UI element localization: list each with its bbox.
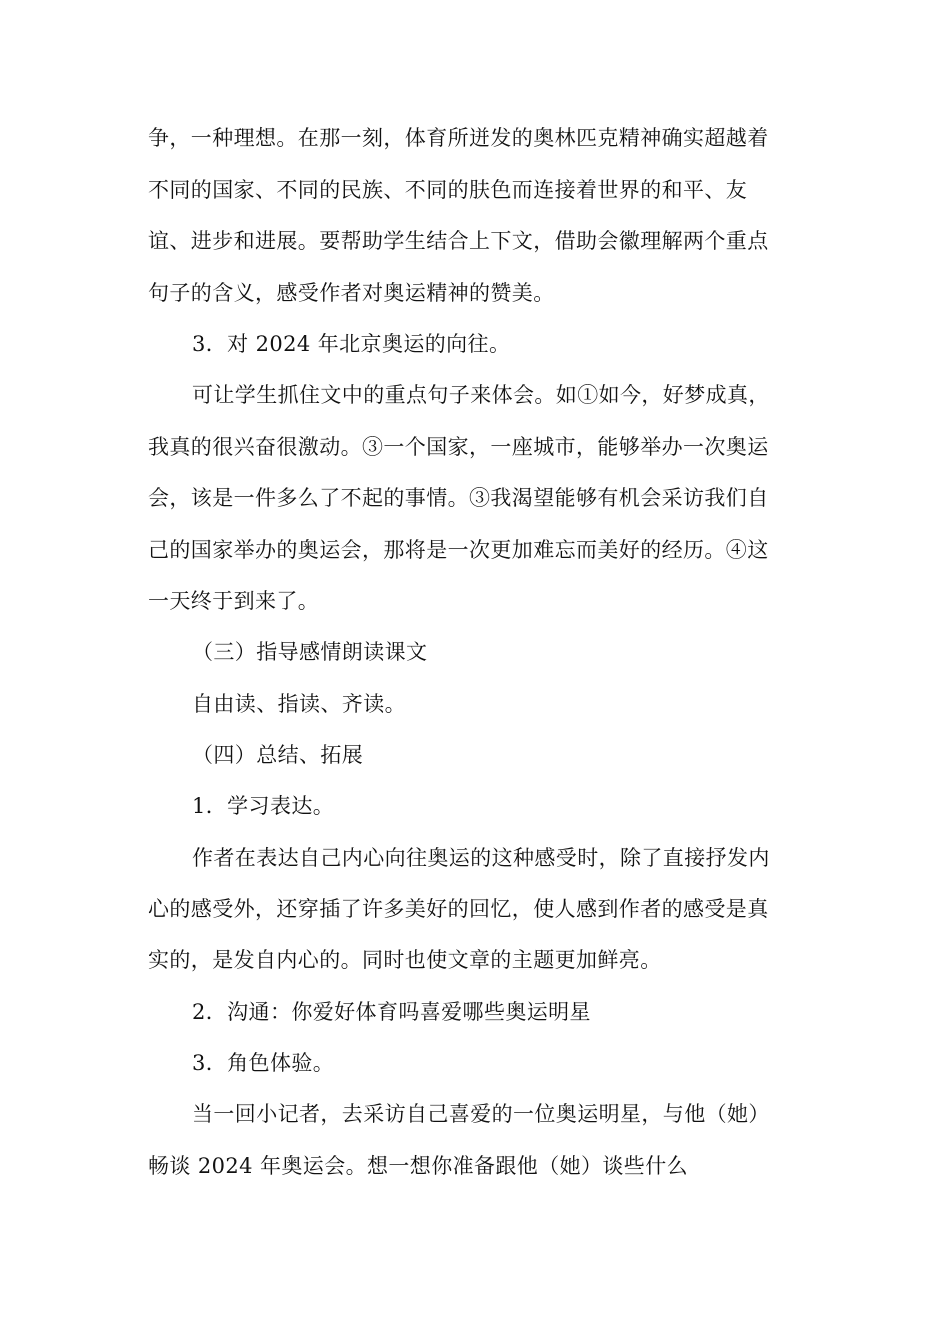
paragraph-line: 争，一种理想。在那一刻，体育所迸发的奥林匹克精神确实超越着: [148, 126, 769, 150]
paragraph-line: 会，该是一件多么了不起的事情。③我渴望能够有机会采访我们自: [148, 486, 769, 510]
section-heading: 1．学习表达。: [192, 794, 335, 818]
paragraph-line: 可让学生抓住文中的重点句子来体会。如①如今，好梦成真，: [192, 383, 770, 407]
section-heading: 3．角色体验。: [192, 1051, 335, 1075]
paragraph-line: 畅谈 2024 年奥运会。想一想你准备跟他（她）谈些什么: [148, 1154, 688, 1178]
paragraph-line: 心的感受外，还穿插了许多美好的回忆，使人感到作者的感受是真: [148, 897, 769, 921]
section-heading: 2．沟通：你爱好体育吗喜爱哪些奥运明星: [192, 1000, 591, 1024]
paragraph-line: 自由读、指读、齐读。: [192, 692, 406, 716]
paragraph-line: 作者在表达自己内心向往奥运的这种感受时，除了直接抒发内: [192, 846, 770, 870]
paragraph-line: 实的，是发自内心的。同时也使文章的主题更加鲜亮。: [148, 948, 662, 972]
paragraph-line: 一天终于到来了。: [148, 589, 320, 613]
paragraph-line: 谊、进步和进展。要帮助学生结合上下文，借助会徽理解两个重点: [148, 229, 769, 253]
section-heading: （三）指导感情朗读课文: [192, 640, 428, 664]
paragraph-line: 句子的含义，感受作者对奥运精神的赞美。: [148, 281, 555, 305]
paragraph-line: 当一回小记者，去采访自己喜爱的一位奥运明星，与他（她）: [192, 1102, 770, 1126]
paragraph-line: 己的国家举办的奥运会，那将是一次更加难忘而美好的经历。④这: [148, 538, 769, 562]
section-heading: （四）总结、拓展: [192, 743, 364, 767]
paragraph-line: 我真的很兴奋很激动。③一个国家，一座城市，能够举办一次奥运: [148, 435, 769, 459]
paragraph-line: 不同的国家、不同的民族、不同的肤色而连接着世界的和平、友: [148, 178, 748, 202]
section-heading: 3．对 2024 年北京奥运的向往。: [192, 332, 511, 356]
